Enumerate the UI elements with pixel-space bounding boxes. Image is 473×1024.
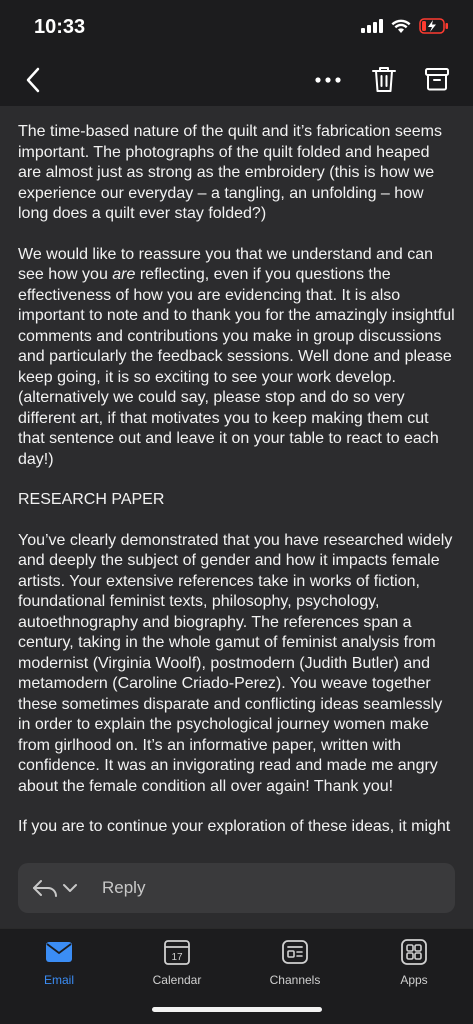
reply-area: [0, 848, 473, 928]
reply-button[interactable]: [18, 863, 455, 913]
reply-arrow-icon[interactable]: [32, 878, 58, 898]
tab-calendar[interactable]: [132, 937, 222, 987]
tab-calendar-label: Calendar: [152, 973, 202, 987]
envelope-icon: [44, 937, 74, 967]
reply-label: Reply: [102, 878, 146, 897]
tab-apps-label: Apps: [400, 973, 428, 987]
more-options-icon[interactable]: [312, 68, 344, 92]
status-time: 10:33: [34, 16, 86, 38]
status-icons: [361, 18, 449, 34]
status-bar: [0, 0, 473, 54]
calendar-icon: [162, 937, 192, 967]
tab-channels-label: Channels: [269, 973, 321, 987]
email-paragraph-3: You’ve clearly demonstrated that you have researched widely and deeply the subject of gender and how it impacts female artists. Your extensive references take in works of fiction, foundational feminist texts, philosophy, psychology, autoethnography and biography. The references span a century, taking in the whole gamut of feminist analysis from modernist (Virginia Woolf), postmodern (Judith Butler) and metamodern (Caroline Criado-Perez). You weave together these sometimes disparate and conflicting ideas seamlessly in order to explain the psychological journey women make from girlhood on. It’s an informative paper, written with confidence. It was an invigorating read and made me angry about the female condition all over again! Thank you!: [18, 531, 453, 795]
tab-email[interactable]: [14, 937, 104, 987]
apps-grid-icon: [399, 937, 429, 967]
archive-icon[interactable]: [424, 66, 450, 92]
email-section-heading: RESEARCH PAPER: [18, 491, 165, 508]
email-paragraph-2: We would like to reassure you that we understand and can see how you are reflecting, even if you questions the effectiveness of how you are evidencing that. It is also important to note and to thank you for the amazingly insightful comments and contributions you make in group discussions and particularly the feedback sessions. Well done and please keep going, it is so exciting to see your work develop. (alternatively we could say, please stop and do so very different art, if that motivates you to keep making them cut that sentence out and leave it on your table to react to each day!): [18, 245, 455, 468]
nav-bar: [0, 54, 473, 106]
email-paragraph-4: If you are to continue your exploration of these ideas, it might: [18, 818, 451, 835]
back-chevron-icon[interactable]: [20, 66, 48, 94]
tab-channels[interactable]: [250, 937, 340, 987]
email-body[interactable]: [0, 106, 473, 848]
chevron-down-icon[interactable]: [62, 882, 78, 894]
tab-email-label: Email: [43, 973, 74, 987]
calendar-date-badge: 17: [171, 952, 183, 963]
wifi-icon: [391, 19, 411, 34]
cellular-signal-icon: [361, 19, 383, 33]
tab-apps[interactable]: [369, 937, 459, 987]
channels-icon: [280, 937, 310, 967]
delete-icon[interactable]: [370, 64, 398, 94]
email-paragraph-1: The time-based nature of the quilt and it’s fabrication seems important. The photographs of the quilt folded and heaped are almost just as strong as the embroidery (this is how we experience our everyday – a tangling, an unfolding – how long does a quilt ever stay folded?): [18, 123, 442, 222]
home-indicator: [152, 1007, 322, 1012]
battery-charging-icon: [419, 18, 449, 34]
